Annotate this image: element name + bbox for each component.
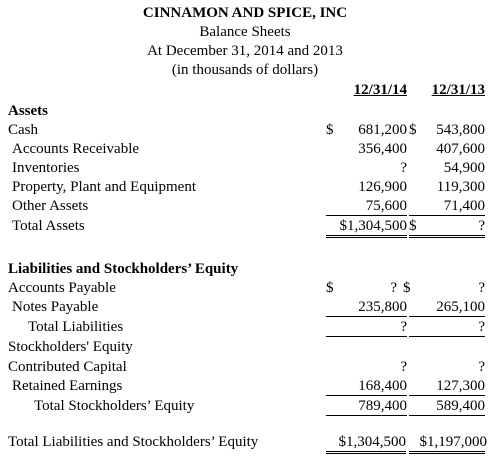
row-label: Total Liabilities and Stockholders’ Equity: [8, 434, 259, 450]
row-label: Retained Earnings: [12, 378, 123, 394]
value-2014: 235,800: [358, 299, 407, 315]
column-header-row: [0, 81, 490, 100]
value-2014: 126,900: [358, 179, 407, 195]
row-label: Accounts Receivable: [12, 141, 140, 157]
grand-total-row: [0, 433, 490, 452]
value-2013: 127,300: [436, 378, 485, 394]
dollar-sign: $: [409, 218, 417, 234]
table-row: [0, 318, 490, 337]
value-2013: 407,600: [436, 141, 485, 157]
row-label: Total Stockholders’ Equity: [34, 398, 195, 414]
dollar-sign: $: [409, 122, 417, 138]
table-row: [0, 358, 490, 377]
statement-title: Balance Sheets: [199, 24, 291, 40]
company-name: CINNAMON AND SPICE, INC: [142, 5, 348, 21]
value-2013: 119,300: [436, 179, 485, 195]
value-2013: ?: [478, 319, 485, 335]
value-2014: ?: [400, 359, 407, 375]
dollar-sign: $: [403, 280, 411, 296]
table-row: [0, 140, 490, 159]
table-row: [0, 121, 490, 140]
table-row: [0, 197, 490, 216]
row-label: Inventories: [12, 160, 80, 176]
value-2013: 71,400: [443, 198, 485, 214]
value-2013: ?: [478, 280, 485, 296]
row-label: Stockholders' Equity: [8, 339, 133, 355]
row-label: Cash: [8, 122, 38, 138]
row-label: Other Assets: [12, 198, 89, 214]
liabilities-heading-row: [0, 260, 490, 279]
table-row: [0, 397, 490, 416]
table-row: [0, 298, 490, 317]
row-label: Accounts Payable: [8, 280, 116, 296]
row-label: Total Assets: [12, 218, 85, 234]
value-2014: ?: [400, 160, 407, 176]
dollar-sign: $: [326, 280, 334, 296]
statement-dates: At December 31, 2014 and 2013: [147, 43, 343, 59]
value-2013: $1,197,000: [419, 434, 487, 450]
value-2014: 356,400: [358, 141, 407, 157]
value-2013: 543,800: [436, 122, 485, 138]
table-row: [0, 338, 490, 357]
value-2014: 681,200: [358, 122, 407, 138]
table-row: [0, 178, 490, 197]
table-row: [0, 159, 490, 178]
column-header-2014: 12/31/14: [353, 82, 407, 98]
value-2014: $1,304,500: [338, 434, 406, 450]
value-2013: 265,100: [436, 299, 485, 315]
column-header-2013: 12/31/13: [431, 82, 485, 98]
value-2014: 75,600: [365, 198, 407, 214]
value-2014: 168,400: [358, 378, 407, 394]
value-2013: 589,400: [436, 398, 485, 414]
table-row: [0, 377, 490, 396]
row-label: Contributed Capital: [8, 359, 127, 375]
value-2013: 54,900: [443, 160, 485, 176]
value-2014: $1,304,500: [339, 218, 407, 234]
value-2013: ?: [478, 359, 485, 375]
row-label: Total Liabilities: [28, 319, 124, 335]
statement-units: (in thousands of dollars): [171, 62, 319, 78]
value-2014: 789,400: [358, 398, 407, 414]
dollar-sign: $: [326, 122, 334, 138]
value-2013: ?: [478, 218, 485, 234]
row-label: Property, Plant and Equipment: [12, 179, 196, 195]
liabilities-heading: Liabilities and Stockholders’ Equity: [8, 261, 239, 277]
value-2014: ?: [390, 280, 397, 296]
value-2014: ?: [400, 319, 407, 335]
assets-heading: Assets: [8, 103, 48, 119]
assets-heading-row: [0, 102, 490, 121]
row-label: Notes Payable: [12, 299, 99, 315]
table-row: [0, 279, 490, 298]
table-row: [0, 217, 490, 236]
